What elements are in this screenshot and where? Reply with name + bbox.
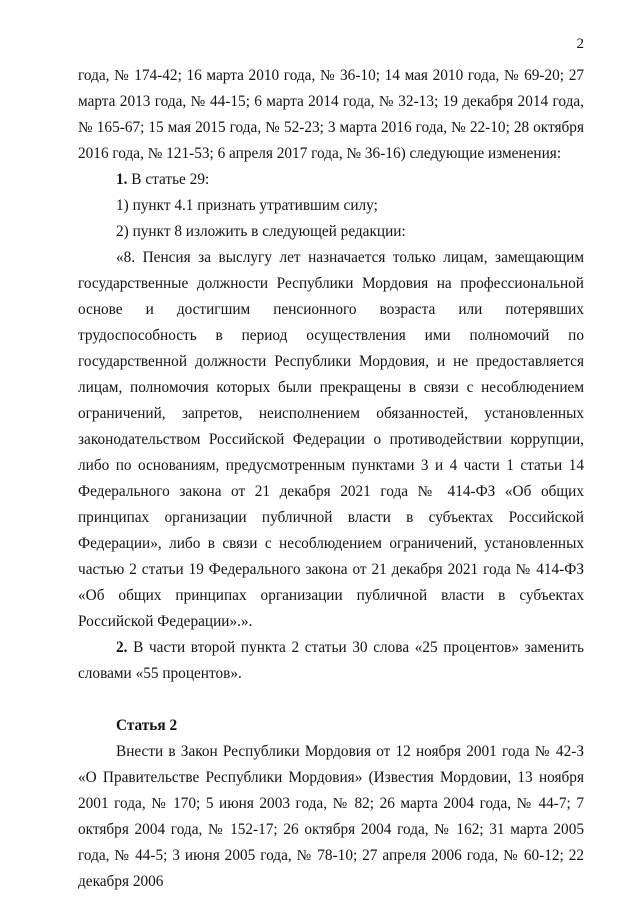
article-2-paragraph: Внести в Закон Республики Мордовия от 12 ноября 2001 года № 42-З «О Правительстве Республики Мордовия» (Известия Мордовии, 13 ноября 2001 года, № 170; 5 июня 2003 года, № 82; 26 марта 2004 года, № 44-7; 7 октября 2004 года, № 152-17; 26 октября 2004 года, № 162; 31 марта 2005 года, № 44-5; 3 июня 2005 года, № 78-10; 27 апреля 2006 года, № 60-12; 22 декабря 2006 <box>78 743 584 890</box>
article-2-title: Статья 2 <box>116 717 178 734</box>
item-2-number: 2. <box>116 639 128 656</box>
quoted-article-paragraph: «8. Пенсия за выслугу лет назначается только лицам, замещающим государственные должности Республики Мордовия на профессиональной основе и достигшим пенсионного возраста или потерявших трудоспособность в период осуществления ими полномочий по государственной должности Республики Мордовия, и не предоставляется лицам, полномочия которых были прекращены в связи с несоблюдением ограничений, запретов, неисполнением обязанностей, установленных законодательством Российской Федерации о противодействии коррупции, либо по основаниям, предусмотренным пунктами 3 и 4 части 1 статьи 14 Федерального закона от 21 декабря 2021 года № 414-ФЗ «Об общих принципах организации публичной власти в субъектах Российской Федерации», либо в связи с несоблюдением ограничений, установленных частью 2 статьи 19 Федерального закона от 21 декабря 2021 года № 414-ФЗ «Об общих принципах организации публичной власти в субъектах Российской Федерации».». <box>78 249 584 630</box>
item-1-number: 1. <box>116 171 128 188</box>
item-2-paragraph <box>78 635 584 687</box>
subitem-2-paragraph: 2) пункт 8 изложить в следующей редакции: <box>116 223 406 240</box>
item-2-text: В части второй пункта 2 статьи 30 слова «25 процентов» заменить словами «55 процентов». <box>78 639 584 682</box>
intro-continuation-paragraph: года, № 174-42; 16 марта 2010 года, № 36-10; 14 мая 2010 года, № 69-20; 27 марта 2013 года, № 44-15; 6 марта 2014 года, № 32-13; 19 декабря 2014 года, № 165-67; 15 мая 2015 года, № 52-23; 3 марта 2016 года, № 22-10; 28 октября 2016 года, № 121-53; 6 апреля 2017 года, № 36-16) следующие изменения: <box>78 67 584 162</box>
item-1-paragraph <box>78 167 584 193</box>
document-body <box>78 63 584 895</box>
subitem-1-paragraph: 1) пункт 4.1 признать утратившим силу; <box>116 197 378 214</box>
item-1-text: В статье 29: <box>127 171 210 188</box>
page-number: 2 <box>576 36 584 52</box>
